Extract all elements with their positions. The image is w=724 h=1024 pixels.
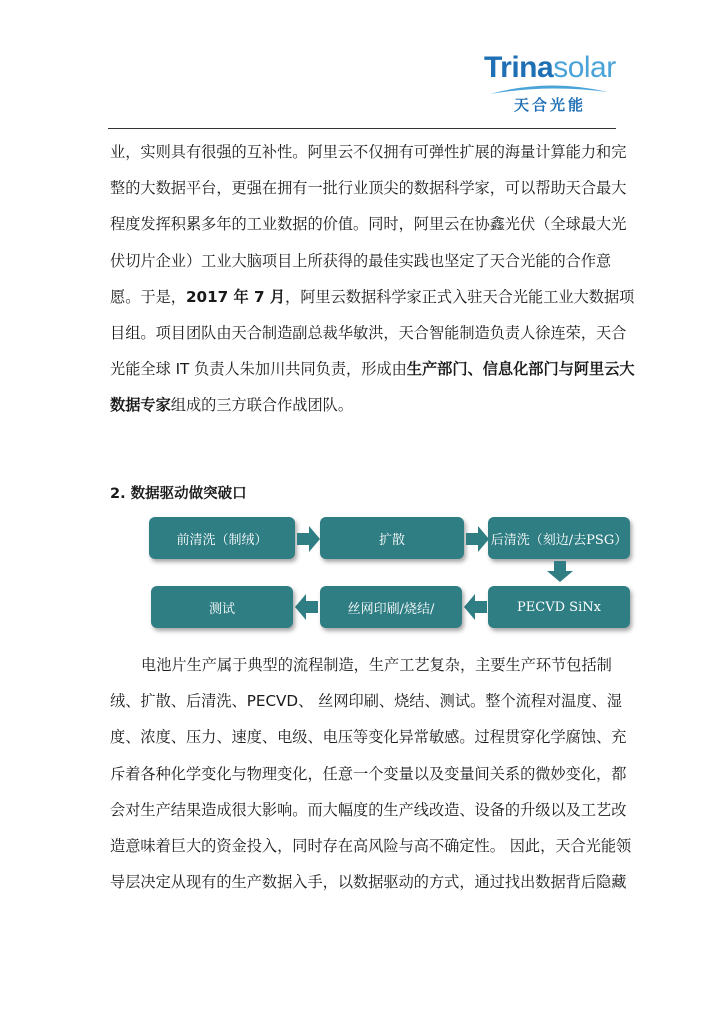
text-segment: ，阿里云数据科学家正式入驻天合光能工业大数据项 <box>285 287 635 306</box>
arrow-left-icon <box>294 592 318 622</box>
flow-step-diffusion: 扩散 <box>320 517 464 559</box>
flow-step-pecvd: PECVD SiNx <box>488 586 630 628</box>
text-segment: 组成的三方联合作战团队。 <box>170 396 353 415</box>
text-line <box>110 279 635 315</box>
paragraph-production <box>110 647 632 900</box>
text-line: 绒、扩散、后清洗、PECVD、 丝网印刷、烧结、测试。整个流程对温度、湿 <box>110 692 622 711</box>
section-heading: 2. 数据驱动做突破口 <box>110 486 247 502</box>
logo-trina-text: Trina <box>484 51 554 84</box>
flow-step-texturing: 前清洗（制绒） <box>149 517 295 559</box>
arrow-right-icon <box>297 524 321 554</box>
arrow-left-icon <box>463 592 487 622</box>
trinasolar-logo <box>484 50 614 120</box>
text-line: 整的大数据平台，更强在拥有一批行业顶尖的数据科学家，可以帮助天合最大 <box>110 179 627 198</box>
bold-date: 2017 年 7 月 <box>185 287 286 306</box>
text-segment: 光能全球 IT 负责人朱加川共同负责，形成由 <box>110 360 407 379</box>
bold-team-text: 生产部门、信息化部门与阿里云大 <box>406 360 635 379</box>
text-line: 电池片生产属于典型的流程制造，生产工艺复杂，主要生产环节包括制 <box>141 656 612 674</box>
text-segment: 愿。于是， <box>110 287 186 306</box>
text-line: 度、浓度、压力、速度、电级、电压等变化异常敏感。过程贯穿化学腐蚀、充 <box>110 728 627 747</box>
text-line: 导层决定从现有的生产数据入手，以数据驱动的方式，通过找出数据背后隐藏 <box>110 873 627 892</box>
text-line <box>110 351 635 387</box>
logo-solar-text: solar <box>553 51 616 84</box>
text-line: 斥着各种化学变化与物理变化，任意一个变量以及变量间关系的微妙变化，都 <box>110 764 627 783</box>
text-line: 程度发挥积累多年的工业数据的价值。同时，阿里云在协鑫光伏（全球最大光 <box>110 215 627 234</box>
text-line: 业，实则具有很强的互补性。阿里云不仅拥有可弹性扩展的海量计算能力和完 <box>110 143 627 161</box>
arrow-right-icon <box>466 524 490 554</box>
paragraph-partnership <box>110 134 635 424</box>
text-line <box>110 387 614 423</box>
logo-chinese-name: 天合光能 <box>514 96 587 114</box>
flow-step-post-clean: 后清洗（刻边/去PSG） <box>488 517 630 559</box>
text-line: 目组。项目团队由天合制造副总裁华敏洪，天合智能制造负责人徐连荣，天合 <box>110 323 627 342</box>
bold-team-text: 数据专家 <box>110 396 171 415</box>
flow-step-printing-firing: 丝网印刷/烧结/ <box>320 586 462 628</box>
header-divider <box>108 128 616 129</box>
flow-step-testing: 测试 <box>151 586 293 628</box>
text-line: 造意味着巨大的资金投入，同时存在高风险与高不确定性。 因此，天合光能领 <box>110 836 632 855</box>
text-line: 会对生产结果造成很大影响。而大幅度的生产线改造、设备的升级以及工艺改 <box>110 800 627 819</box>
text-line: 伏切片企业）工业大脑项目上所获得的最佳实践也坚定了天合光能的合作意 <box>110 251 612 270</box>
arrow-down-icon <box>545 561 575 583</box>
